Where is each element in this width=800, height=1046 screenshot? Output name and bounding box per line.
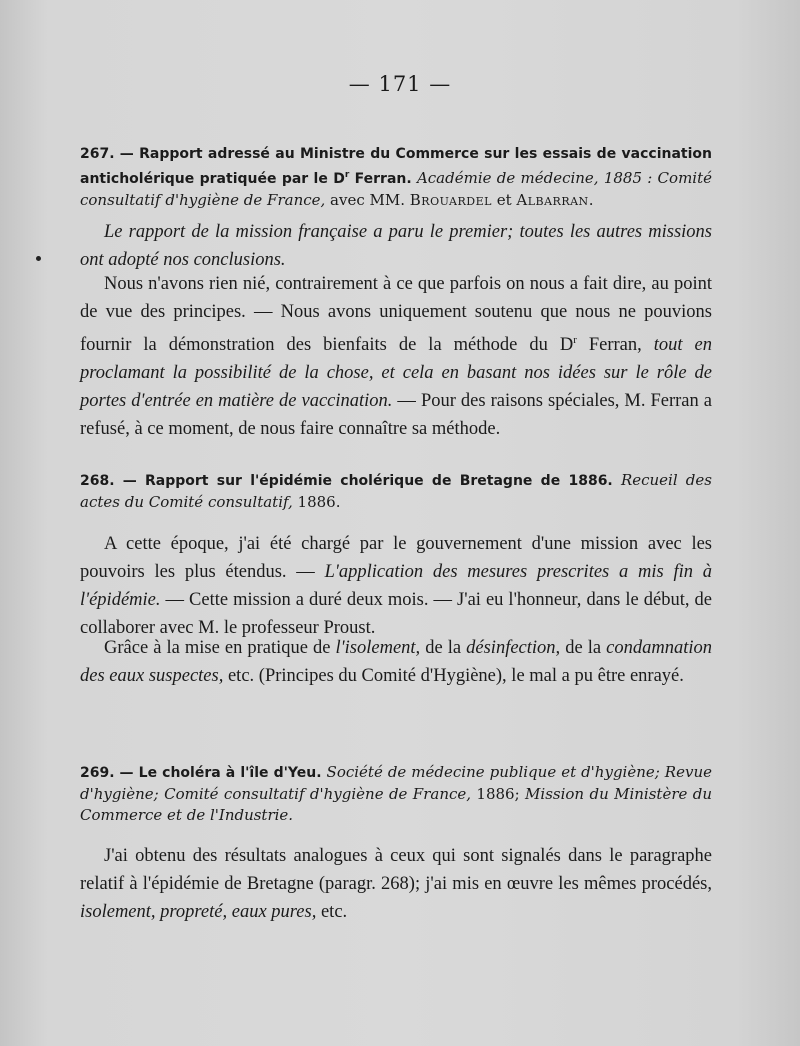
paragraph-2-sup: r bbox=[573, 334, 577, 346]
paragraph-3 bbox=[80, 530, 712, 642]
paragraph-5 bbox=[80, 842, 712, 926]
entry-source-plain: avec MM. bbox=[325, 191, 410, 209]
paragraph-2-text-b: Ferran, bbox=[576, 335, 654, 356]
paragraph-2 bbox=[80, 270, 712, 443]
paragraph-5-italic: isolement, propreté, eaux pures, bbox=[80, 902, 317, 922]
entry-source: Recueil des actes du Comité consultatif, bbox=[80, 471, 712, 511]
paragraph-4-text-b: de la bbox=[420, 638, 467, 658]
entry-end: . bbox=[588, 191, 594, 209]
page-number: — 171 — bbox=[348, 72, 452, 96]
ink-speck bbox=[36, 256, 41, 261]
entry-title: — Rapport sur l'épidémie cholérique de Bretagne de 1886. bbox=[122, 473, 613, 489]
entry-author: Albarran bbox=[516, 191, 589, 209]
paragraph-4-italic-1: l'isolement, bbox=[335, 638, 421, 658]
entry-source: Académie de médecine, 1885 : Comité consultatif d'hygiène de France, bbox=[80, 169, 712, 209]
paragraph-5-text-b: etc. bbox=[316, 902, 348, 922]
paragraph-3-italic: L'application des mesures prescrites a mis fin à l'épidémie. bbox=[80, 562, 713, 610]
paragraph-2-text-a: Nous n'avons rien nié, contrairement à ce que parfois on nous a fait dire, au point de vue des principes. — Nous avons uniquement soutenu que nous ne pouvions fournir la démonstration des bienfaits de la méthode du D bbox=[80, 274, 712, 356]
paragraph-4 bbox=[80, 634, 712, 690]
entry-267-heading bbox=[80, 143, 712, 211]
entry-number: 267. bbox=[80, 146, 115, 162]
paragraph-2-text-c: — Pour des raisons spéciales, M. Ferran a refusé, à ce moment, de nous faire connaître sa méthode. bbox=[80, 391, 712, 440]
paragraph-1 bbox=[80, 218, 712, 274]
paragraph-4-text-c: de la bbox=[560, 638, 607, 658]
entry-source-plain: 1886; bbox=[471, 785, 526, 803]
paragraph-4-text-a: Grâce à la mise en pratique de bbox=[104, 638, 336, 658]
paragraph-1-text: Le rapport de la mission française a paru le premier; toutes les autres missions ont adopté nos conclusions. bbox=[80, 222, 712, 270]
entry-269-heading bbox=[80, 762, 712, 826]
paragraph-3-text-b: — Cette mission a duré deux mois. — J'ai eu l'honneur, dans le début, de collaborer avec M. le professeur Proust. bbox=[80, 590, 712, 638]
entry-268-heading bbox=[80, 470, 712, 513]
entry-source-plain: 1886. bbox=[292, 493, 341, 511]
paragraph-5-text-a: J'ai obtenu des résultats analogues à ceux qui sont signalés dans le paragraphe relatif à l'épidémie de Bretagne (paragr. 268); j'ai mis en œuvre les mêmes procédés, bbox=[80, 846, 712, 894]
paragraph-2-italic: tout en proclamant la possibilité de la chose, et cela en basant nos idées sur le rôle de portes d'entrée en matière de vaccination. bbox=[80, 335, 712, 412]
entry-title: — Rapport adressé au Ministre du Commerce sur les essais de vaccination anticholérique pratiquée par le D bbox=[80, 146, 712, 187]
paragraph-4-italic-3: condamnation des eaux suspectes, bbox=[80, 638, 712, 686]
entry-source-b: Mission du Ministère du Commerce et de l'Industrie. bbox=[80, 785, 713, 824]
entry-title: — Le choléra à l'île d'Yeu. bbox=[119, 765, 322, 781]
entry-number: 269. bbox=[80, 765, 115, 781]
entry-number: 268. bbox=[80, 473, 115, 489]
paragraph-4-text-d: etc. (Principes du Comité d'Hygiène), le mal a pu être enrayé. bbox=[223, 666, 684, 686]
paragraph-3-text-a: A cette époque, j'ai été chargé par le gouvernement d'une mission avec les pouvoirs les plus étendus. — bbox=[80, 534, 712, 582]
entry-title-sup: r bbox=[344, 170, 350, 180]
entry-title-end: Ferran. bbox=[349, 171, 412, 187]
entry-source: Société de médecine publique et d'hygiène; Revue d'hygiène; Comité consultatif d'hygiène de France, bbox=[80, 763, 712, 803]
entry-author: Brouardel bbox=[409, 191, 492, 209]
entry-conj: et bbox=[491, 191, 517, 209]
paragraph-4-italic-2: désinfection, bbox=[466, 638, 561, 658]
